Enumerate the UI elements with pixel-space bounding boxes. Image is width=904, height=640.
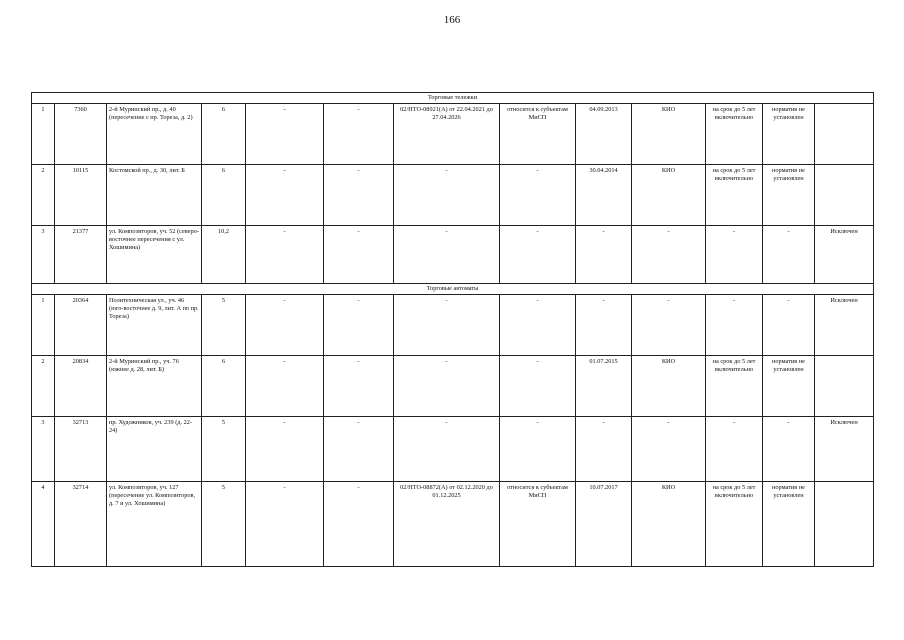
authority: - bbox=[632, 417, 706, 482]
norm: - bbox=[763, 226, 815, 284]
note: Исключен bbox=[815, 417, 874, 482]
object-id: 32713 bbox=[55, 417, 107, 482]
cell: - bbox=[324, 226, 394, 284]
table-row bbox=[32, 295, 874, 356]
cell: - bbox=[246, 226, 324, 284]
norm: норматив не установлен bbox=[763, 482, 815, 567]
norm: - bbox=[763, 417, 815, 482]
row-number: 4 bbox=[32, 482, 55, 567]
cell: - bbox=[246, 482, 324, 567]
table-row bbox=[32, 226, 874, 284]
section-header-row bbox=[32, 284, 874, 295]
term: на срок до 5 лет включительно bbox=[706, 356, 763, 417]
address: пр. Художников, уч. 239 (д. 22-24) bbox=[107, 417, 202, 482]
cell: - bbox=[324, 165, 394, 226]
address: Политехническая ул., уч. 46 (юго-восточнее д. 9, лит. А по пр. Тореза) bbox=[107, 295, 202, 356]
address: ул. Композиторов, уч. 52 (северо-восточнее пересечения с ул. Хошимина) bbox=[107, 226, 202, 284]
date: 01.07.2015 bbox=[576, 356, 632, 417]
section-header-row bbox=[32, 93, 874, 104]
address: ул. Композиторов, уч. 127 (пересечение ул. Композиторов, д. 7 и ул. Хошимина) bbox=[107, 482, 202, 567]
contract: - bbox=[394, 295, 500, 356]
contract: - bbox=[394, 417, 500, 482]
table-row bbox=[32, 165, 874, 226]
note bbox=[815, 356, 874, 417]
area: 5 bbox=[202, 417, 246, 482]
contract: - bbox=[394, 165, 500, 226]
page-number: 166 bbox=[443, 14, 461, 26]
smb-status: - bbox=[500, 165, 576, 226]
term: на срок до 5 лет включительно bbox=[706, 165, 763, 226]
note: Исключен bbox=[815, 295, 874, 356]
term: на срок до 5 лет включительно bbox=[706, 104, 763, 165]
section-title: Торговые тележки bbox=[32, 93, 874, 104]
area: 5 bbox=[202, 295, 246, 356]
area: 6 bbox=[202, 104, 246, 165]
data-table bbox=[31, 92, 874, 567]
table-row bbox=[32, 482, 874, 567]
object-id: 21377 bbox=[55, 226, 107, 284]
row-number: 2 bbox=[32, 165, 55, 226]
row-number: 3 bbox=[32, 226, 55, 284]
norm: - bbox=[763, 295, 815, 356]
object-id: 10115 bbox=[55, 165, 107, 226]
table-row bbox=[32, 417, 874, 482]
section-title: Торговые автоматы bbox=[32, 284, 874, 295]
cell: - bbox=[324, 417, 394, 482]
smb-status: относится к субъектам МиСП bbox=[500, 482, 576, 567]
area: 6 bbox=[202, 356, 246, 417]
note: Исключен bbox=[815, 226, 874, 284]
smb-status: - bbox=[500, 356, 576, 417]
object-id: 7360 bbox=[55, 104, 107, 165]
smb-status: - bbox=[500, 417, 576, 482]
row-number: 2 bbox=[32, 356, 55, 417]
table-row bbox=[32, 104, 874, 165]
authority: КИО bbox=[632, 104, 706, 165]
cell: - bbox=[246, 417, 324, 482]
smb-status: - bbox=[500, 295, 576, 356]
row-number: 1 bbox=[32, 295, 55, 356]
date: 10.07.2017 bbox=[576, 482, 632, 567]
note bbox=[815, 104, 874, 165]
authority: - bbox=[632, 295, 706, 356]
area: 6 bbox=[202, 165, 246, 226]
cell: - bbox=[324, 104, 394, 165]
date: - bbox=[576, 417, 632, 482]
authority: КИО bbox=[632, 356, 706, 417]
note bbox=[815, 165, 874, 226]
norm: норматив не установлен bbox=[763, 165, 815, 226]
date: 04.09.2013 bbox=[576, 104, 632, 165]
smb-status: - bbox=[500, 226, 576, 284]
object-id: 20364 bbox=[55, 295, 107, 356]
area: 10,2 bbox=[202, 226, 246, 284]
contract: - bbox=[394, 356, 500, 417]
cell: - bbox=[324, 356, 394, 417]
cell: - bbox=[246, 165, 324, 226]
smb-status: относится к субъектам МиСП bbox=[500, 104, 576, 165]
cell: - bbox=[246, 295, 324, 356]
norm: норматив не установлен bbox=[763, 104, 815, 165]
contract: 02/НТО-08921(А) от 22.04.2021 до 27.04.2026 bbox=[394, 104, 500, 165]
row-number: 3 bbox=[32, 417, 55, 482]
note bbox=[815, 482, 874, 567]
row-number: 1 bbox=[32, 104, 55, 165]
cell: - bbox=[324, 482, 394, 567]
object-id: 32714 bbox=[55, 482, 107, 567]
term: - bbox=[706, 417, 763, 482]
date: 30.04.2014 bbox=[576, 165, 632, 226]
address: Костомской пр., д. 30, лит. Б bbox=[107, 165, 202, 226]
term: - bbox=[706, 295, 763, 356]
address: 2-й Муринский пр., д. 40 (пересечение с пр. Тореза, д. 2) bbox=[107, 104, 202, 165]
address: 2-й Муринский пр., уч. 76 (южнее д. 28, лит. Б) bbox=[107, 356, 202, 417]
authority: КИО bbox=[632, 482, 706, 567]
date: - bbox=[576, 226, 632, 284]
authority: КИО bbox=[632, 165, 706, 226]
contract: - bbox=[394, 226, 500, 284]
cell: - bbox=[246, 356, 324, 417]
object-id: 20834 bbox=[55, 356, 107, 417]
date: - bbox=[576, 295, 632, 356]
contract: 02/НТО-08872(А) от 02.12.2020 до 01.12.2025 bbox=[394, 482, 500, 567]
term: - bbox=[706, 226, 763, 284]
norm: норматив не установлен bbox=[763, 356, 815, 417]
table-row bbox=[32, 356, 874, 417]
cell: - bbox=[246, 104, 324, 165]
area: 5 bbox=[202, 482, 246, 567]
cell: - bbox=[324, 295, 394, 356]
term: на срок до 5 лет включительно bbox=[706, 482, 763, 567]
authority: - bbox=[632, 226, 706, 284]
